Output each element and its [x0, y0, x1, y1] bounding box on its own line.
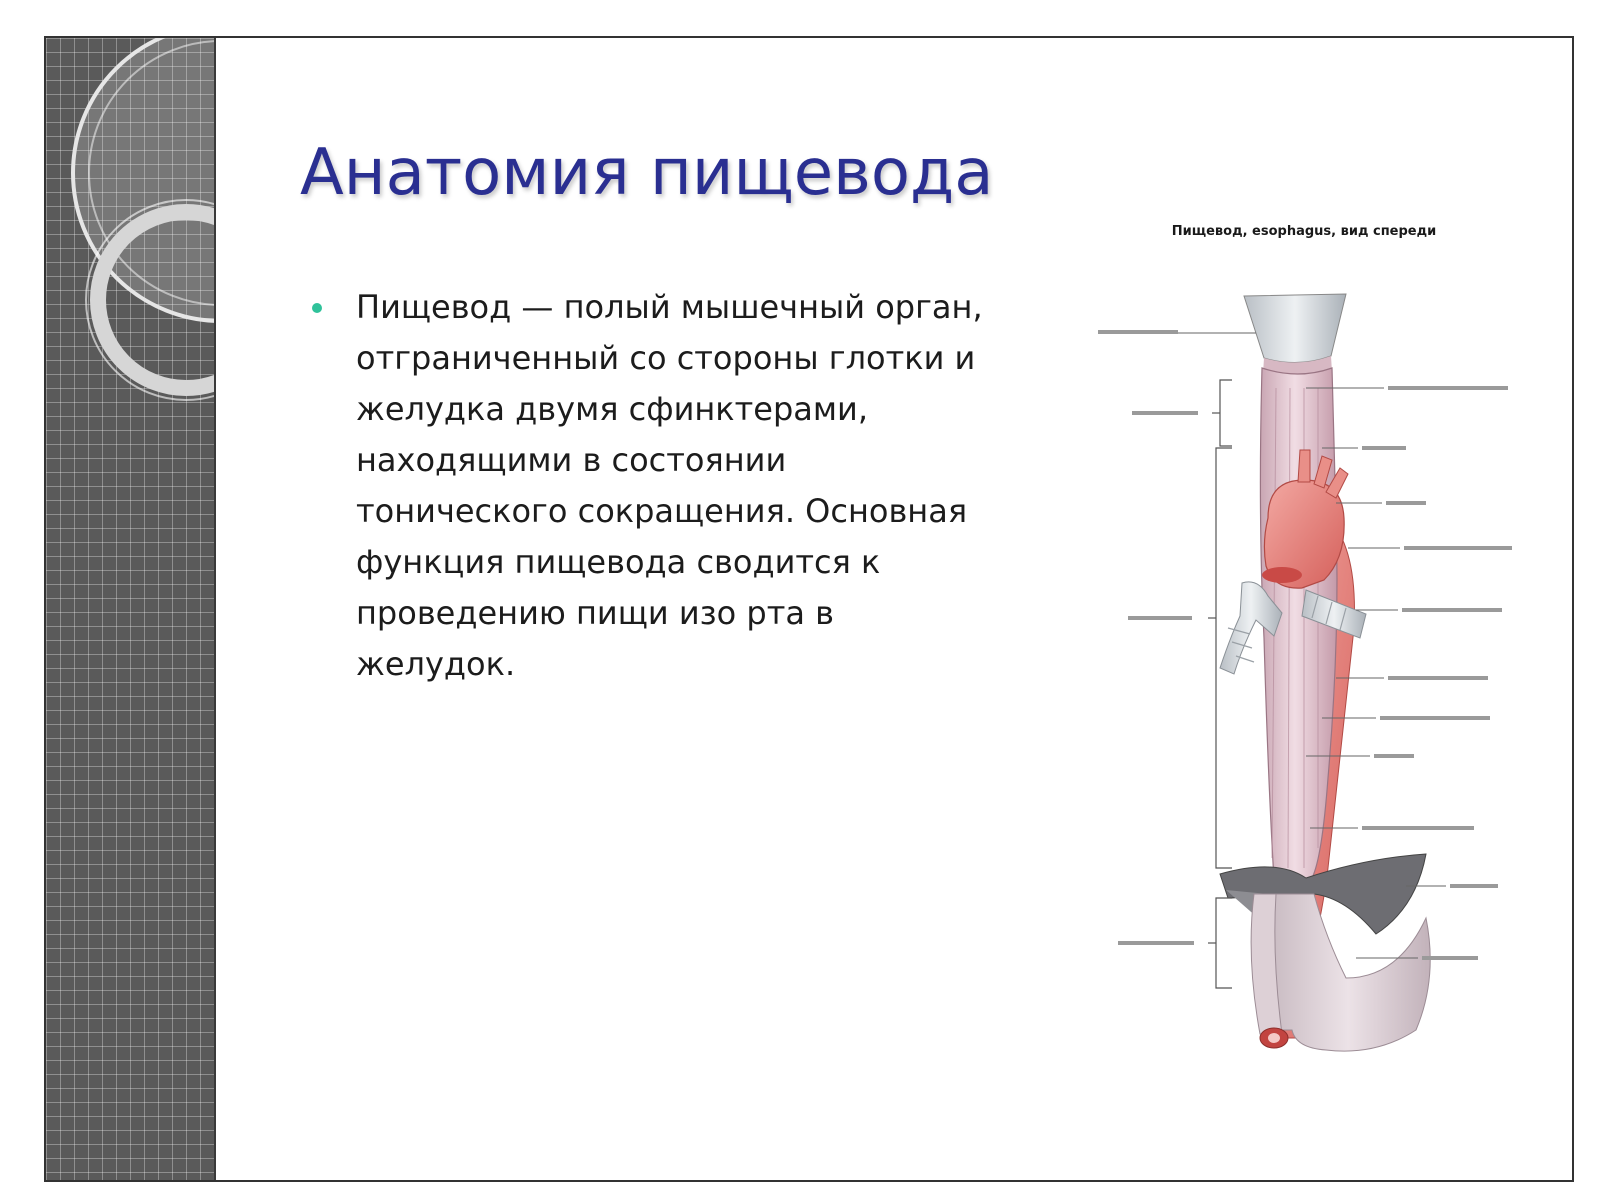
- page-title: Анатомия пищевода: [300, 136, 994, 210]
- bullet-list: [312, 282, 992, 690]
- esophagus-drawing: [1006, 218, 1546, 1058]
- esophagus-illustration: [1006, 218, 1546, 1058]
- figure-caption: Пищевод, esophagus, вид спереди: [1171, 224, 1437, 239]
- bullet-text: Пищевод — полый мышечный орган, отграниченный со стороны глотки и желудка двумя сфинктерами, находящими в состоянии тонического сокращения. Основная функция пищевода сводится к проведению пищи изо рта в желудок.: [356, 288, 983, 683]
- bullet-dot-icon: [312, 303, 322, 313]
- decorative-side-panel: [46, 38, 216, 1180]
- slide: [44, 36, 1574, 1182]
- bullet-item: [312, 282, 992, 690]
- decorative-circles: [46, 38, 214, 1180]
